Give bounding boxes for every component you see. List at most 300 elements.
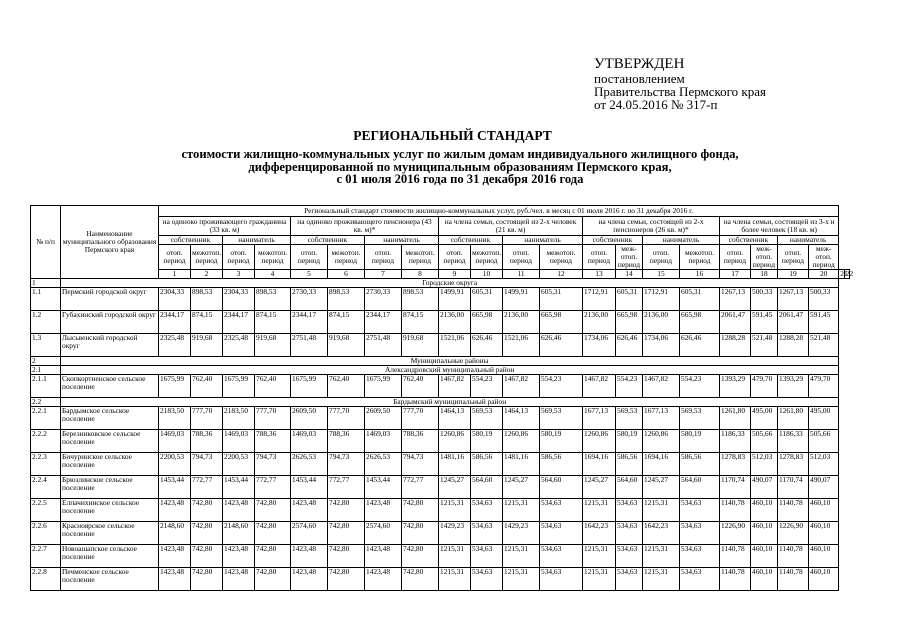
table-cell: 580,19 [680,430,720,453]
row-num: 1.3 [31,334,61,357]
table-cell: 1712,91 [643,288,680,311]
table-cell: 1140,78 [778,499,809,522]
table-cell: 460,10 [751,499,778,522]
table-cell: 2304,33 [159,288,191,311]
table-cell: 2304,33 [223,288,255,311]
section-label: Александровский муниципальный район [61,366,839,375]
table-cell: 2148,60 [159,522,191,545]
table-cell: 1215,31 [503,545,540,568]
municipality-name: Новоашапское сельское поселение [61,545,159,568]
table-cell: 742,80 [255,522,291,545]
table-cell: 534,63 [540,499,583,522]
document-subtitle [80,148,840,186]
table-cell: 1140,78 [720,545,751,568]
table-cell: 1261,80 [778,407,809,430]
table-cell: 1642,23 [583,522,616,545]
non-heating-period-header: межотоп. период [402,245,439,270]
table-cell: 460,10 [809,499,839,522]
table-cell: 2344,17 [159,311,191,334]
non-heating-period-header: межотоп. период [255,245,291,270]
table-cell: 569,53 [680,407,720,430]
section-num: 2.2 [31,398,61,407]
table-cell: 534,63 [540,545,583,568]
table-cell: 1423,48 [365,545,402,568]
table-cell: 919,68 [191,334,223,357]
table-cell: 1170,74 [720,476,751,499]
table-cell: 2136,00 [643,311,680,334]
table-cell: 2574,60 [365,522,402,545]
table-cell: 1499,91 [439,288,471,311]
approval-head: УТВЕРЖДЕН [594,56,685,72]
row-num: 2.2.2 [31,430,61,453]
table-cell: 490,07 [751,476,778,499]
column-number: 21 [840,269,848,278]
municipality-name: Бардымское сельское поселение [61,407,159,430]
table-cell: 772,77 [402,476,439,499]
non-heating-period-header: межотоп. период [540,245,583,270]
table-cell: 742,80 [255,499,291,522]
table-cell: 788,36 [255,430,291,453]
table-cell: 1429,23 [503,522,540,545]
table-cell: 2609,50 [365,407,402,430]
table-cell: 1423,48 [223,499,255,522]
table-cell: 534,63 [680,568,720,591]
municipality-name: Красноярское сельское поселение [61,522,159,545]
table-cell: 626,46 [540,334,583,357]
heating-period-header: отоп. период [291,245,328,270]
header-num: № п/п [31,206,61,279]
table-cell: 2200,53 [223,453,255,476]
table-cell: 2136,00 [439,311,471,334]
row-num: 2.2.8 [31,568,61,591]
column-number: 22 [845,269,854,278]
table-cell: 460,10 [751,545,778,568]
table-cell: 460,10 [751,522,778,545]
approval-stamp [594,56,894,111]
table-cell: 2148,60 [223,522,255,545]
column-number: 18 [751,270,778,279]
table-cell: 1734,06 [643,334,680,357]
municipality-name: Печменское сельское поселение [61,568,159,591]
table-row [31,288,850,311]
table-cell: 665,98 [616,311,643,334]
table-cell: 564,60 [680,476,720,499]
table-cell: 742,80 [191,545,223,568]
table-cell: 788,36 [402,430,439,453]
table-cell: 742,80 [328,499,365,522]
tenant-header: наниматель [223,236,291,245]
table-cell: 586,56 [680,453,720,476]
table-cell: 777,70 [255,407,291,430]
table-cell: 500,33 [751,288,778,311]
table-cell: 586,56 [616,453,643,476]
table-cell: 742,80 [402,545,439,568]
table-cell: 1215,31 [643,545,680,568]
table-cell: 460,10 [809,545,839,568]
table-cell: 534,63 [680,499,720,522]
row-num: 2.2.6 [31,522,61,545]
table-cell: 1677,13 [583,407,616,430]
owner-header: собственник [291,236,365,245]
table-row [31,375,850,398]
table-cell: 1499,91 [503,288,540,311]
table-cell: 1467,82 [439,375,471,398]
table-cell: 1245,27 [503,476,540,499]
table-cell: 1423,48 [159,499,191,522]
column-number: 9 [439,270,471,279]
table-cell: 794,73 [328,453,365,476]
table-cell: 1423,48 [159,545,191,568]
non-heating-period-header: меж-отоп. период [809,245,839,270]
table-cell: 580,19 [616,430,643,453]
table-cell: 534,63 [680,522,720,545]
table-cell: 564,60 [540,476,583,499]
table-cell: 898,53 [328,288,365,311]
table-cell: 1521,06 [503,334,540,357]
heating-period-header: отоп. период [365,245,402,270]
non-heating-period-header: межотоп. период [471,245,503,270]
table-cell: 742,80 [328,545,365,568]
table-cell: 1245,27 [439,476,471,499]
municipality-name: Пермский городской округ [61,288,159,311]
table-cell: 1215,31 [643,568,680,591]
table-cell: 772,77 [328,476,365,499]
table-cell: 1245,27 [643,476,680,499]
table-cell: 1675,99 [291,375,328,398]
table-cell: 1140,78 [720,568,751,591]
table-cell: 1642,23 [643,522,680,545]
table-cell: 564,60 [616,476,643,499]
table-cell: 1170,74 [778,476,809,499]
table-cell: 1675,99 [365,375,402,398]
document-title: РЕГИОНАЛЬНЫЙ СТАНДАРТ [353,128,552,143]
table-cell: 1393,29 [778,375,809,398]
column-number: 15 [643,270,680,279]
table-cell: 591,45 [809,311,839,334]
owner-header: собственник [583,236,643,245]
table-cell: 505,66 [751,430,778,453]
column-number: 1 [159,270,191,279]
subtitle-line-1: стоимости жилищно-коммунальных услуг по жилым домам индивидуального жилищного фонда, [181,147,739,161]
subtitle-line-2: дифференцированной по муниципальным образованиям Пермского края, [248,159,672,174]
column-number: 8 [402,270,439,279]
table-cell: 1423,48 [159,568,191,591]
table-cell: 1423,48 [223,568,255,591]
table-cell: 605,31 [540,288,583,311]
table-cell: 1469,03 [291,430,328,453]
table-cell: 1677,13 [643,407,680,430]
table-cell: 788,36 [191,430,223,453]
table-cell: 1215,31 [583,545,616,568]
table-cell: 2730,33 [291,288,328,311]
table-cell: 1423,48 [365,499,402,522]
table-cell: 1423,48 [291,568,328,591]
table-cell: 665,98 [471,311,503,334]
table-cell: 762,40 [328,375,365,398]
municipality-name: Губахинский городской округ [61,311,159,334]
table-cell: 874,15 [328,311,365,334]
municipality-name: Скопкортненское сельское поселение [61,375,159,398]
group-header-1: на одиноко проживающего гражданина (33 кв. м) [159,217,291,236]
table-cell: 1267,13 [720,288,751,311]
table-cell: 742,80 [402,568,439,591]
table-cell: 1675,99 [159,375,191,398]
group-header-3: на члена семьи, состоящей из 2-х человек (21 кв. м) [439,217,583,236]
table-cell: 495,00 [809,407,839,430]
row-num: 2.2.7 [31,545,61,568]
table-cell: 2626,53 [291,453,328,476]
table-cell: 1186,33 [720,430,751,453]
tenant-header: наниматель [778,236,839,245]
column-number: 16 [680,270,720,279]
table-cell: 605,31 [680,288,720,311]
table-cell: 1453,44 [159,476,191,499]
column-number: 11 [503,270,540,279]
table-row [31,407,850,430]
table-cell: 1215,31 [583,499,616,522]
column-number: 20 [809,270,839,279]
table-cell: 1481,16 [439,453,471,476]
heating-period-header: отоп. период [583,245,616,270]
table-cell: 586,56 [471,453,503,476]
table-cell: 742,80 [191,522,223,545]
table-row [31,453,850,476]
non-heating-period-header: межотоп. период [680,245,720,270]
table-cell: 2061,47 [778,311,809,334]
row-num: 2.1.1 [31,375,61,398]
table-cell: 2344,17 [291,311,328,334]
table-cell: 1278,83 [720,453,751,476]
table-cell: 2344,17 [223,311,255,334]
table-cell: 777,70 [328,407,365,430]
table-cell: 742,80 [255,568,291,591]
table-cell: 2136,00 [583,311,616,334]
heating-period-header: отоп. период [720,245,751,270]
table-cell: 762,40 [255,375,291,398]
table-cell: 898,53 [191,288,223,311]
table-cell: 1423,48 [291,499,328,522]
table-cell: 460,10 [809,522,839,545]
table-cell: 788,36 [328,430,365,453]
table-cell: 898,53 [255,288,291,311]
column-number: 3 [223,270,255,279]
subtitle-line-3: с 01 июля 2016 года по 31 декабря 2016 года [336,172,584,186]
table-cell: 1215,31 [503,568,540,591]
table-cell: 2061,47 [720,311,751,334]
group-header-2: на одиноко проживающего пенсионера (43 кв. м)* [291,217,439,236]
table-cell: 1423,48 [223,545,255,568]
column-number: 6 [328,270,365,279]
table-cell: 2183,50 [223,407,255,430]
table-cell: 1734,06 [583,334,616,357]
row-num: 2.2.5 [31,499,61,522]
tenant-header: наниматель [365,236,439,245]
non-heating-period-header: межотоп. период [191,245,223,270]
section-num: 2.1 [31,366,61,375]
table-row [31,568,850,591]
table-cell: 490,07 [809,476,839,499]
table-cell: 794,73 [402,453,439,476]
table-cell: 742,80 [328,522,365,545]
owner-header: собственник [159,236,223,245]
table-cell: 1226,90 [778,522,809,545]
municipality-name: Бичуринское сельское поселение [61,453,159,476]
table-cell: 1215,31 [503,499,540,522]
table-cell: 1278,83 [778,453,809,476]
table-cell: 534,63 [680,545,720,568]
heating-period-header: отоп. период [223,245,255,270]
section-label: Городские округа [61,279,839,288]
table-cell: 1260,86 [503,430,540,453]
table-cell: 742,80 [328,568,365,591]
table-cell: 591,45 [751,311,778,334]
table-cell: 1712,91 [583,288,616,311]
table-cell: 512,03 [809,453,839,476]
column-number: 2 [191,270,223,279]
column-number: 4 [255,270,291,279]
table-cell: 1467,82 [503,375,540,398]
municipality-name: Лысьвенский городской округ [61,334,159,357]
table-cell: 512,03 [751,453,778,476]
non-heating-period-header: межотоп. период [328,245,365,270]
table-cell: 580,19 [471,430,503,453]
table-cell: 569,53 [471,407,503,430]
table-cell: 742,80 [191,568,223,591]
table-cell: 2751,48 [365,334,402,357]
table-cell: 1453,44 [365,476,402,499]
table-cell: 1675,99 [223,375,255,398]
table-cell: 1288,28 [720,334,751,357]
table-cell: 1469,03 [365,430,402,453]
table-cell: 2730,33 [365,288,402,311]
row-num: 2.2.4 [31,476,61,499]
table-cell: 762,40 [402,375,439,398]
table-cell: 794,73 [255,453,291,476]
heating-period-header: отоп. период [439,245,471,270]
table-cell: 742,80 [402,522,439,545]
table-cell: 580,19 [540,430,583,453]
header-name: Наименование муниципального образования Пермского края [61,206,159,279]
table-cell: 495,00 [751,407,778,430]
row-num: 1.2 [31,311,61,334]
table-cell: 1521,06 [439,334,471,357]
table-cell: 534,63 [540,522,583,545]
table-cell: 1423,48 [291,545,328,568]
table-cell: 626,46 [680,334,720,357]
table-cell: 1215,31 [643,499,680,522]
table-cell: 1467,82 [643,375,680,398]
table-cell: 521,48 [751,334,778,357]
table-cell: 1186,33 [778,430,809,453]
table-cell: 1393,29 [720,375,751,398]
table-cell: 777,70 [402,407,439,430]
table-cell: 1467,82 [583,375,616,398]
table-cell: 534,63 [616,499,643,522]
column-number: 19 [778,270,809,279]
table-cell: 874,15 [191,311,223,334]
column-number: 10 [471,270,503,279]
table-cell: 2751,48 [291,334,328,357]
table-cell: 460,10 [809,568,839,591]
table-cell: 1260,86 [583,430,616,453]
heating-period-header: отоп. период [503,245,540,270]
header-main: Региональный стандарт стоимости жилищно-коммунальных услуг, руб./чел. в месяц с 01 июля 2016 г. по 31 декабря 2016 г. [159,206,839,217]
approval-line-3: от 24.05.2016 № 317-п [594,97,718,112]
table-cell: 1464,13 [439,407,471,430]
table-cell: 742,80 [255,545,291,568]
table-cell: 554,23 [540,375,583,398]
column-number: 7 [365,270,402,279]
table-cell: 777,70 [191,407,223,430]
table-cell: 554,23 [471,375,503,398]
table-cell: 2344,17 [365,311,402,334]
table-cell: 569,53 [616,407,643,430]
table-cell: 1469,03 [159,430,191,453]
table-body [31,206,854,591]
table-cell: 742,80 [402,499,439,522]
municipality-name: Березниковское сельское поселение [61,430,159,453]
approval-line-1: постановлением [594,71,685,86]
table-cell: 1453,44 [291,476,328,499]
section-num: 1 [31,279,61,288]
table-cell: 794,73 [191,453,223,476]
table-cell: 1453,44 [223,476,255,499]
table-cell: 2325,48 [223,334,255,357]
table-row [31,430,850,453]
table-cell: 554,23 [616,375,643,398]
table-cell: 1140,78 [720,499,751,522]
table-cell: 2136,00 [503,311,540,334]
table-cell: 626,46 [471,334,503,357]
table-cell: 2183,50 [159,407,191,430]
table-cell: 586,56 [540,453,583,476]
table-cell: 1140,78 [778,545,809,568]
tenant-header: наниматель [503,236,583,245]
table-cell: 1481,16 [503,453,540,476]
group-header-4: на члена семьи, состоящей из 2-х пенсионеров (26 кв. м)* [583,217,720,236]
table-row [31,334,850,357]
municipality-name: Елпачихинское сельское поселение [61,499,159,522]
table-cell: 1215,31 [439,568,471,591]
table-cell: 2626,53 [365,453,402,476]
table-cell: 874,15 [255,311,291,334]
table-cell: 1429,23 [439,522,471,545]
table-cell: 534,63 [471,545,503,568]
section-num: 2 [31,357,61,366]
table-cell: 1260,86 [643,430,680,453]
heating-period-header: отоп. период [643,245,680,270]
table-cell: 554,23 [680,375,720,398]
heating-period-header: отоп. период [778,245,809,270]
table-cell: 534,63 [540,568,583,591]
table-cell: 898,53 [402,288,439,311]
row-num: 2.2.3 [31,453,61,476]
section-label: Муниципальные районы [61,357,839,366]
table-cell: 772,77 [255,476,291,499]
table-cell: 1464,13 [503,407,540,430]
row-num: 2.2.1 [31,407,61,430]
column-number: 5 [291,270,328,279]
section-label: Бардымский муниципальный район [61,398,839,407]
non-heating-period-header: меж-отоп. период [616,245,643,270]
table-cell: 1261,80 [720,407,751,430]
table-cell: 521,48 [809,334,839,357]
table-cell: 605,31 [471,288,503,311]
municipality-name: Брюзлинское сельское поселение [61,476,159,499]
table-cell: 2574,60 [291,522,328,545]
non-heating-period-header: меж-отоп. период [751,245,778,270]
table-cell: 1694,16 [583,453,616,476]
